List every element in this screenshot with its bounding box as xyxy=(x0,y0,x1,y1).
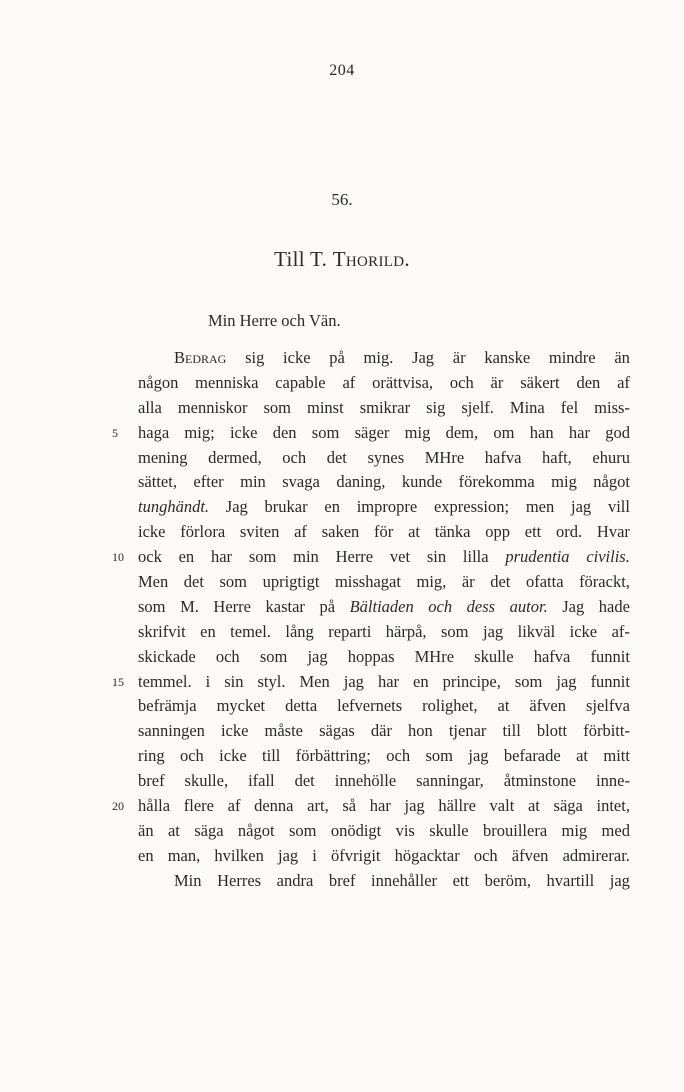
line-number: 15 xyxy=(112,674,124,689)
text-line: Men det som uprigtigt misshagat mig, är det ofatta förackt, xyxy=(138,572,630,592)
text-line: ring och icke till förbättring; och som jag befarade at mitt xyxy=(138,746,630,766)
text-line: Bedrag sig icke på mig. Jag är kanske mindre än xyxy=(174,348,630,367)
text-line: någon menniska capable af orättvisa, och är säkert den af xyxy=(138,372,630,392)
text-line: icke förlora sviten af saken för at tänka opp ett ord. Hvar xyxy=(138,522,630,542)
letter-title xyxy=(0,247,684,272)
text-line: en man, hvilken jag i öfvrigit högacktar och äfven admirerar. xyxy=(138,845,630,865)
line-number: 10 xyxy=(112,550,124,565)
text-line: 5 haga mig; icke den som säger mig dem, om han har god xyxy=(138,421,630,446)
text-line: 15 temmel. i sin styl. Men jag har en principe, som jag funnit xyxy=(138,670,630,695)
letter-number: 56. xyxy=(331,190,353,209)
text-line: 20 hålla flere af denna art, så har jag hällre valt at säga intet, xyxy=(138,794,630,819)
text-line: Min Herres andra bref innehåller ett beröm, hvartill jag xyxy=(174,870,630,890)
text-line: skickade och som jag hoppas MHre skulle hafva funnit xyxy=(138,646,630,666)
salutation: Min Herre och Vän. xyxy=(208,311,341,330)
text-line: sättet, efter min svaga daning, kunde förekomma mig något xyxy=(138,472,630,492)
title-name: Thorild. xyxy=(332,247,410,271)
text-line: sanningen icke måste sägas där hon tjenar till blott förbitt- xyxy=(138,721,630,741)
text-line: befrämja mycket detta lefvernets rolighet, at äfven sjelfva xyxy=(138,696,630,716)
letter-body xyxy=(112,346,630,894)
text-line: skrifvit en temel. lång reparti härpå, som jag likväl icke af- xyxy=(138,621,630,641)
text-line: alla menniskor som minst smikrar sig sjelf. Mina fel miss- xyxy=(138,397,630,417)
line-number: 20 xyxy=(112,799,124,814)
title-prefix: Till T. xyxy=(274,247,328,271)
text-line: 10 ock en har som min Herre vet sin lilla prudentia civilis. xyxy=(138,545,630,570)
line-number: 5 xyxy=(112,425,118,440)
page-number: 204 xyxy=(329,62,355,79)
text-line: mening dermed, och det synes MHre hafva haft, ehuru xyxy=(138,447,630,467)
text-line: än at säga något som onödigt vis skulle brouillera mig med xyxy=(138,820,630,840)
text-line: tunghändt. Jag brukar en impropre expression; men jag vill xyxy=(138,497,630,517)
text-line: som M. Herre kastar på Bältiaden och dess autor. Jag hade xyxy=(138,596,630,616)
text-line: bref skulle, ifall det innehölle sanningar, åtminstone inne- xyxy=(138,771,630,791)
